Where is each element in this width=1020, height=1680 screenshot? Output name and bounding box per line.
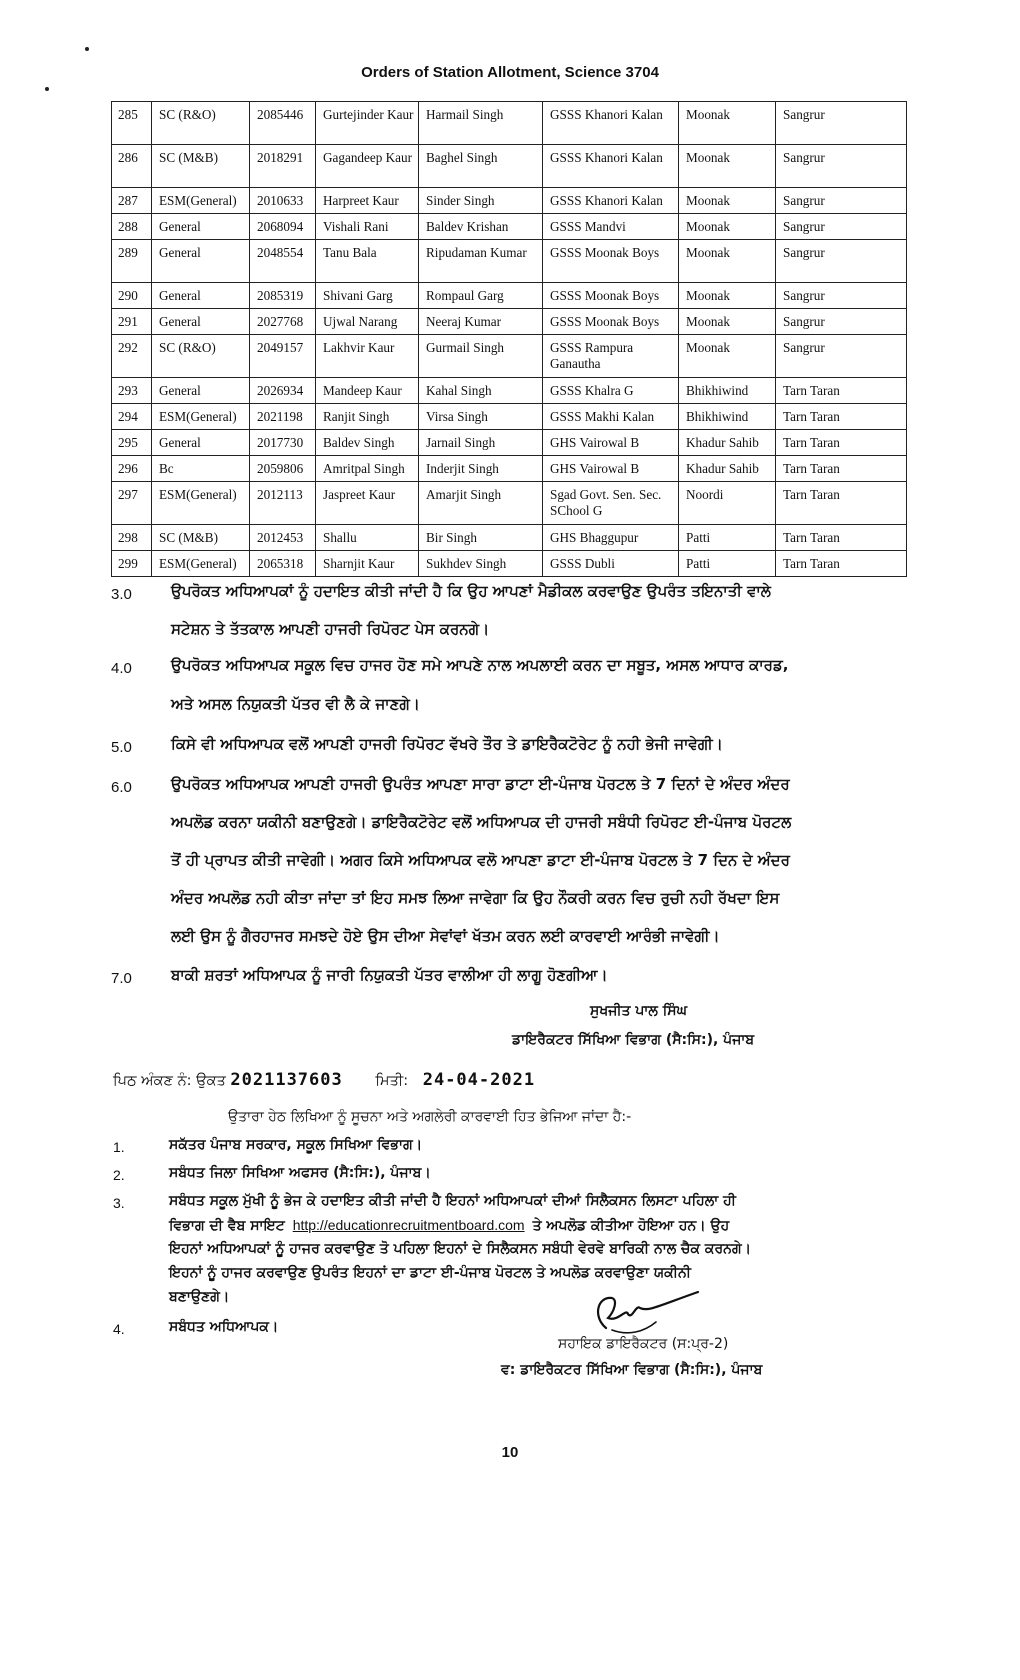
condition-text-line: ਅਤੇ ਅਸਲ ਨਿਯੁਕਤੀ ਪੱਤਰ ਵੀ ਲੈ ਕੇ ਜਾਣਗੇ। [171, 695, 420, 713]
condition-text-line: ਕਿਸੇ ਵੀ ਅਧਿਆਪਕ ਵਲੋਂ ਆਪਣੀ ਹਾਜਰੀ ਰਿਪੋਰਟ ਵੱਖਰੇ ਤੌਰ ਤੇ ਡਾਇਰੈਕਟੋਰੇਟ ਨੂੰ ਨਹੀ ਭੇਜੀ ਜਾਵੇਗੀ। [171, 735, 723, 753]
endorsement-date: 24-04-2021 [422, 1070, 536, 1090]
table-cell: Tarn Taran [776, 456, 907, 482]
condition-number: 5.0 [111, 739, 132, 756]
condition-text-line: ਉਪਰੋਕਤ ਅਧਿਆਪਕਾਂ ਨੂੰ ਹਦਾਇਤ ਕੀਤੀ ਜਾਂਦੀ ਹੈ ਕਿ ਉਹ ਆਪਣਾਂ ਮੈਡੀਕਲ ਕਰਵਾਉਣ ਉਪਰੰਤ ਤਇਨਾਤੀ ਵਾਲੇ [171, 582, 771, 600]
table-cell: General [152, 309, 250, 335]
copy-to-text: ਸਬੰਧਤ ਸਕੂਲ ਮੁੱਖੀ ਨੂੰ ਭੇਜ ਕੇ ਹਦਾਇਤ ਕੀਤੀ ਜਾਂਦੀ ਹੈ ਇਹਨਾਂ ਅਧਿਆਪਕਾਂ ਦੀਆਂ ਸਿਲੈਕਸਨ ਲਿਸਟਾ ਪਹਿਲਾ ਹੀ [169, 1193, 736, 1209]
table-cell: Baghel Singh [419, 145, 543, 188]
table-cell: GSSS Moonak Boys [543, 309, 679, 335]
table-cell: Tarn Taran [776, 430, 907, 456]
website-link[interactable]: http://educationrecruitmentboard.com [292, 1217, 525, 1233]
assistant-for: ਵ: ਡਾਇਰੈਕਟਰ ਸਿੱਖਿਆ ਵਿਭਾਗ (ਸੈ:ਸਿ:), ਪੰਜਾਬ [501, 1362, 763, 1378]
copy-to-text: ਇਹਨਾਂ ਨੂੰ ਹਾਜਰ ਕਰਵਾਉਣ ਉਪਰੰਤ ਇਹਨਾਂ ਦਾ ਡਾਟਾ ਈ-ਪੰਜਾਬ ਪੋਰਟਲ ਤੇ ਅਪਲੋਡ ਕਰਵਾਉਣਾ ਯਕੀਨੀ [169, 1265, 691, 1281]
copy-to-text-line [169, 1289, 229, 1305]
table-cell: 296 [112, 456, 152, 482]
condition-text-line: ਅੰਦਰ ਅਪਲੋਡ ਨਹੀ ਕੀਤਾ ਜਾਂਦਾ ਤਾਂ ਇਹ ਸਮਝ ਲਿਆ ਜਾਵੇਗਾ ਕਿ ਉਹ ਨੌਕਰੀ ਕਰਨ ਵਿਚ ਰੁਚੀ ਨਹੀ ਰੱਖਦਾ ਇਸ [171, 889, 780, 907]
table-cell: Ripudaman Kumar [419, 240, 543, 283]
table-cell: Ranjit Singh [316, 404, 419, 430]
table-cell: GSSS Makhi Kalan [543, 404, 679, 430]
table-cell: 2065318 [250, 551, 316, 577]
table-cell: 2059806 [250, 456, 316, 482]
table-cell: Sangrur [776, 309, 907, 335]
table-cell: General [152, 430, 250, 456]
table-cell: Baldev Krishan [419, 214, 543, 240]
table-cell: Sangrur [776, 102, 907, 145]
table-cell: GHS Vairowal B [543, 430, 679, 456]
table-cell: 2049157 [250, 335, 316, 378]
table-cell: 292 [112, 335, 152, 378]
table-cell: GSSS Khalra G [543, 378, 679, 404]
copy-to-text-line [169, 1241, 751, 1257]
table-row [112, 188, 907, 214]
table-cell: GSSS Khanori Kalan [543, 188, 679, 214]
table-cell: 290 [112, 283, 152, 309]
copy-intro: ਉਤਾਰਾ ਹੇਠ ਲਿਖਿਆ ਨੂੰ ਸੂਚਨਾ ਅਤੇ ਅਗਲੇਰੀ ਕਾਰਵਾਈ ਹਿਤ ਭੇਜਿਆ ਜਾਂਦਾ ਹੈ:- [228, 1109, 632, 1125]
table-cell: 2012453 [250, 525, 316, 551]
table-cell: GSSS Mandvi [543, 214, 679, 240]
table-cell: Moonak [679, 188, 776, 214]
table-row [112, 551, 907, 577]
table-cell: General [152, 240, 250, 283]
table-cell: 298 [112, 525, 152, 551]
director-designation: ਡਾਇਰੈਕਟਰ ਸਿੱਖਿਆ ਵਿਭਾਗ (ਸੈ:ਸਿ:), ਪੰਜਾਬ [512, 1032, 755, 1048]
table-cell: Kahal Singh [419, 378, 543, 404]
table-cell: 2021198 [250, 404, 316, 430]
table-cell: 2026934 [250, 378, 316, 404]
table-cell: Patti [679, 551, 776, 577]
table-row [112, 309, 907, 335]
table-cell: 293 [112, 378, 152, 404]
condition-number: 7.0 [111, 970, 132, 987]
table-cell: Moonak [679, 283, 776, 309]
copy-to-text: ਤੇ ਅਪਲੋਡ ਕੀਤੀਆ ਹੋਇਆ ਹਨ। ਉਹ [532, 1218, 730, 1234]
table-cell: Inderjit Singh [419, 456, 543, 482]
table-cell: Tarn Taran [776, 551, 907, 577]
table-cell: Sangrur [776, 240, 907, 283]
copy-to-text-line [169, 1319, 278, 1335]
table-cell: 2048554 [250, 240, 316, 283]
table-cell: ESM(General) [152, 482, 250, 525]
table-row [112, 240, 907, 283]
table-row [112, 456, 907, 482]
table-cell: 299 [112, 551, 152, 577]
table-cell: Virsa Singh [419, 404, 543, 430]
table-cell: 2068094 [250, 214, 316, 240]
table-cell: GHS Vairowal B [543, 456, 679, 482]
table-cell: Moonak [679, 145, 776, 188]
condition-text-line: ਬਾਕੀ ਸ਼ਰਤਾਂ ਅਧਿਆਪਕ ਨੂੰ ਜਾਰੀ ਨਿਯੁਕਤੀ ਪੱਤਰ ਵਾਲੀਆ ਹੀ ਲਾਗੂ ਹੋਣਗੀਆ। [171, 966, 608, 984]
table-row [112, 145, 907, 188]
table-cell: Lakhvir Kaur [316, 335, 419, 378]
endorsement-number: 2021137603 [230, 1070, 343, 1090]
condition-text-line: ਲਈ ਉਸ ਨੂੰ ਗੈਰਹਾਜਰ ਸਮਝਦੇ ਹੋਏ ਉਸ ਦੀਆ ਸੇਵਾਂਵਾਂ ਖੱਤਮ ਕਰਨ ਲਈ ਕਾਰਵਾਈ ਆਰੰਭੀ ਜਾਵੇਗੀ। [171, 927, 720, 945]
table-cell: 2012113 [250, 482, 316, 525]
table-cell: Moonak [679, 102, 776, 145]
table-cell: 289 [112, 240, 152, 283]
copy-to-text: ਬਣਾਉਣਗੇ। [169, 1289, 230, 1305]
table-cell: 287 [112, 188, 152, 214]
table-cell: GSSS Moonak Boys [543, 283, 679, 309]
table-cell: SC (R&O) [152, 102, 250, 145]
condition-text-line: ਉਪਰੋਕਤ ਅਧਿਆਪਕ ਸਕੂਲ ਵਿਚ ਹਾਜਰ ਹੋਣ ਸਮੇ ਆਪਣੇ ਨਾਲ ਅਪਲਾਈ ਕਰਨ ਦਾ ਸਬੂਤ, ਅਸਲ ਆਧਾਰ ਕਾਰਡ, [171, 656, 789, 674]
endorsement-line [113, 1070, 535, 1090]
table-cell: ESM(General) [152, 551, 250, 577]
table-cell: Sharnjit Kaur [316, 551, 419, 577]
copy-to-number: 4. [113, 1321, 125, 1337]
table-cell: Amritpal Singh [316, 456, 419, 482]
table-cell: Tarn Taran [776, 482, 907, 525]
table-cell: Khadur Sahib [679, 430, 776, 456]
table-cell: SC (R&O) [152, 335, 250, 378]
table-cell: Moonak [679, 309, 776, 335]
table-cell: General [152, 378, 250, 404]
table-row [112, 102, 907, 145]
table-cell: Gurtejinder Kaur [316, 102, 419, 145]
condition-number: 4.0 [111, 660, 132, 677]
table-cell: Harpreet Kaur [316, 188, 419, 214]
table-row [112, 214, 907, 240]
assistant-designation: ਸਹਾਇਕ ਡਾਇਰੈਕਟਰ (ਸ:ਪ੍ਰ-2) [558, 1336, 729, 1352]
copy-to-text: ਵਿਭਾਗ ਦੀ ਵੈਬ ਸਾਇਟ [169, 1218, 285, 1234]
table-cell: Sangrur [776, 188, 907, 214]
document-title: Orders of Station Allotment, Science 3704 [361, 64, 659, 81]
condition-number: 6.0 [111, 779, 132, 796]
table-cell: Tanu Bala [316, 240, 419, 283]
table-cell: General [152, 214, 250, 240]
table-row [112, 525, 907, 551]
director-name: ਸੁਖਜੀਤ ਪਾਲ ਸਿੰਘ [590, 1003, 688, 1019]
copy-to-number: 2. [113, 1167, 125, 1183]
table-cell: Gagandeep Kaur [316, 145, 419, 188]
table-cell: Jarnail Singh [419, 430, 543, 456]
condition-text-line: ਉਪਰੋਕਤ ਅਧਿਆਪਕ ਆਪਣੀ ਹਾਜਰੀ ਉਪਰੰਤ ਆਪਣਾ ਸਾਰਾ ਡਾਟਾ ਈ-ਪੰਜਾਬ ਪੋਰਟਲ ਤੇ 7 ਦਿਨਾਂ ਦੇ ਅੰਦਰ ਅੰਦਰ [171, 775, 790, 793]
scan-speck [45, 87, 49, 91]
copy-to-number: 1. [113, 1139, 125, 1155]
table-cell: 2010633 [250, 188, 316, 214]
scan-speck [85, 47, 89, 51]
table-cell: 297 [112, 482, 152, 525]
table-cell: Bhikhiwind [679, 378, 776, 404]
copy-to-text-line [169, 1165, 431, 1181]
table-cell: Bir Singh [419, 525, 543, 551]
copy-to-text: ਸਬੰਧਤ ਅਧਿਆਪਕ। [169, 1319, 279, 1335]
table-cell: Patti [679, 525, 776, 551]
copy-to-number: 3. [113, 1195, 125, 1211]
table-row [112, 404, 907, 430]
table-cell: Sangrur [776, 145, 907, 188]
table-cell: Bhikhiwind [679, 404, 776, 430]
table-cell: 286 [112, 145, 152, 188]
table-cell: SC (M&B) [152, 145, 250, 188]
table-cell: GSSS Moonak Boys [543, 240, 679, 283]
table-row [112, 335, 907, 378]
table-cell: SC (M&B) [152, 525, 250, 551]
table-cell: Tarn Taran [776, 404, 907, 430]
table-cell: GSSS Khanori Kalan [543, 102, 679, 145]
table-cell: Tarn Taran [776, 378, 907, 404]
table-cell: ESM(General) [152, 404, 250, 430]
table-cell: 2085446 [250, 102, 316, 145]
condition-text-line: ਤੋਂ ਹੀ ਪ੍ਰਾਪਤ ਕੀਤੀ ਜਾਵੇਗੀ। ਅਗਰ ਕਿਸੇ ਅਧਿਆਪਕ ਵਲੋ ਆਪਣਾ ਡਾਟਾ ਈ-ਪੰਜਾਬ ਪੋਰਟਲ ਤੇ 7 ਦਿਨ ਦੇ ਅੰਦਰ [171, 851, 790, 869]
endorsement-label: ਪਿਠ ਅੰਕਣ ਨੰ: ਉਕਤ [113, 1073, 226, 1089]
table-cell: 285 [112, 102, 152, 145]
table-cell: Sukhdev Singh [419, 551, 543, 577]
table-cell: Sangrur [776, 214, 907, 240]
condition-text-line: ਅਪਲੋਡ ਕਰਨਾ ਯਕੀਨੀ ਬਣਾਉਣਗੇ। ਡਾਇਰੈਕਟੋਰੇਟ ਵਲੋਂ ਅਧਿਆਪਕ ਦੀ ਹਾਜਰੀ ਸਬੰਧੀ ਰਿਪੋਰਟ ਈ-ਪੰਜਾਬ ਪੋਰਟਲ [171, 813, 792, 831]
table-cell: Gurmail Singh [419, 335, 543, 378]
condition-text-line: ਸਟੇਸ਼ਨ ਤੇ ਤੱਤਕਾਲ ਆਪਣੀ ਹਾਜਰੀ ਰਿਪੋਰਟ ਪੇਸ ਕਰਨਗੇ। [171, 620, 490, 638]
condition-number: 3.0 [111, 586, 132, 603]
table-cell: 2018291 [250, 145, 316, 188]
table-cell: Shallu [316, 525, 419, 551]
copy-to-text: ਇਹਨਾਂ ਅਧਿਆਪਕਾਂ ਨੂੰ ਹਾਜਰ ਕਰਵਾਉਣ ਤੋ ਪਹਿਲਾ ਇਹਨਾਂ ਦੇ ਸਿਲੈਕਸਨ ਸਬੰਧੀ ਵੇਰਵੇ ਬਾਰਿਕੀ ਨਾਲ ਚੈਕ ਕਰਨਗੇ। [169, 1241, 752, 1257]
table-cell: General [152, 283, 250, 309]
table-cell: Bc [152, 456, 250, 482]
table-cell: Baldev Singh [316, 430, 419, 456]
table-row [112, 430, 907, 456]
page-number: 10 [501, 1444, 519, 1461]
table-cell: Shivani Garg [316, 283, 419, 309]
table-cell: Tarn Taran [776, 525, 907, 551]
table-row [112, 283, 907, 309]
table-cell: Moonak [679, 240, 776, 283]
table-cell: Sangrur [776, 283, 907, 309]
copy-to-text-line [169, 1217, 729, 1234]
table-cell: 2027768 [250, 309, 316, 335]
table-cell: 291 [112, 309, 152, 335]
table-cell: Harmail Singh [419, 102, 543, 145]
table-cell: 295 [112, 430, 152, 456]
copy-to-text-line [169, 1137, 422, 1153]
table-cell: Sinder Singh [419, 188, 543, 214]
table-cell: 2017730 [250, 430, 316, 456]
table-cell: Jaspreet Kaur [316, 482, 419, 525]
table-cell: GSSS Dubli [543, 551, 679, 577]
table-cell: GSSS Rampura Ganautha [543, 335, 679, 378]
table-cell: Sgad Govt. Sen. Sec. SChool G [543, 482, 679, 525]
table-row [112, 378, 907, 404]
table-cell: Mandeep Kaur [316, 378, 419, 404]
table-cell: Ujwal Narang [316, 309, 419, 335]
table-cell: 294 [112, 404, 152, 430]
table-row [112, 482, 907, 525]
endorsement-date-label: ਮਿਤੀ: [375, 1073, 409, 1089]
copy-to-text-line [169, 1193, 736, 1209]
allotment-table [111, 101, 907, 577]
table-cell: GSSS Khanori Kalan [543, 145, 679, 188]
table-cell: Neeraj Kumar [419, 309, 543, 335]
table-cell: 2085319 [250, 283, 316, 309]
table-cell: Khadur Sahib [679, 456, 776, 482]
table-cell: Noordi [679, 482, 776, 525]
table-cell: Moonak [679, 335, 776, 378]
table-cell: ESM(General) [152, 188, 250, 214]
table-cell: Vishali Rani [316, 214, 419, 240]
table-cell: Moonak [679, 214, 776, 240]
table-cell: Amarjit Singh [419, 482, 543, 525]
table-cell: Sangrur [776, 335, 907, 378]
copy-to-text: ਸਕੱਤਰ ਪੰਜਾਬ ਸਰਕਾਰ, ਸਕੂਲ ਸਿਖਿਆ ਵਿਭਾਗ। [169, 1137, 423, 1153]
copy-to-text: ਸਬੰਧਤ ਜਿਲਾ ਸਿਖਿਆ ਅਫਸਰ (ਸੈ:ਸਿ:), ਪੰਜਾਬ। [169, 1165, 431, 1181]
table-cell: Rompaul Garg [419, 283, 543, 309]
table-cell: GHS Bhaggupur [543, 525, 679, 551]
table-cell: 288 [112, 214, 152, 240]
